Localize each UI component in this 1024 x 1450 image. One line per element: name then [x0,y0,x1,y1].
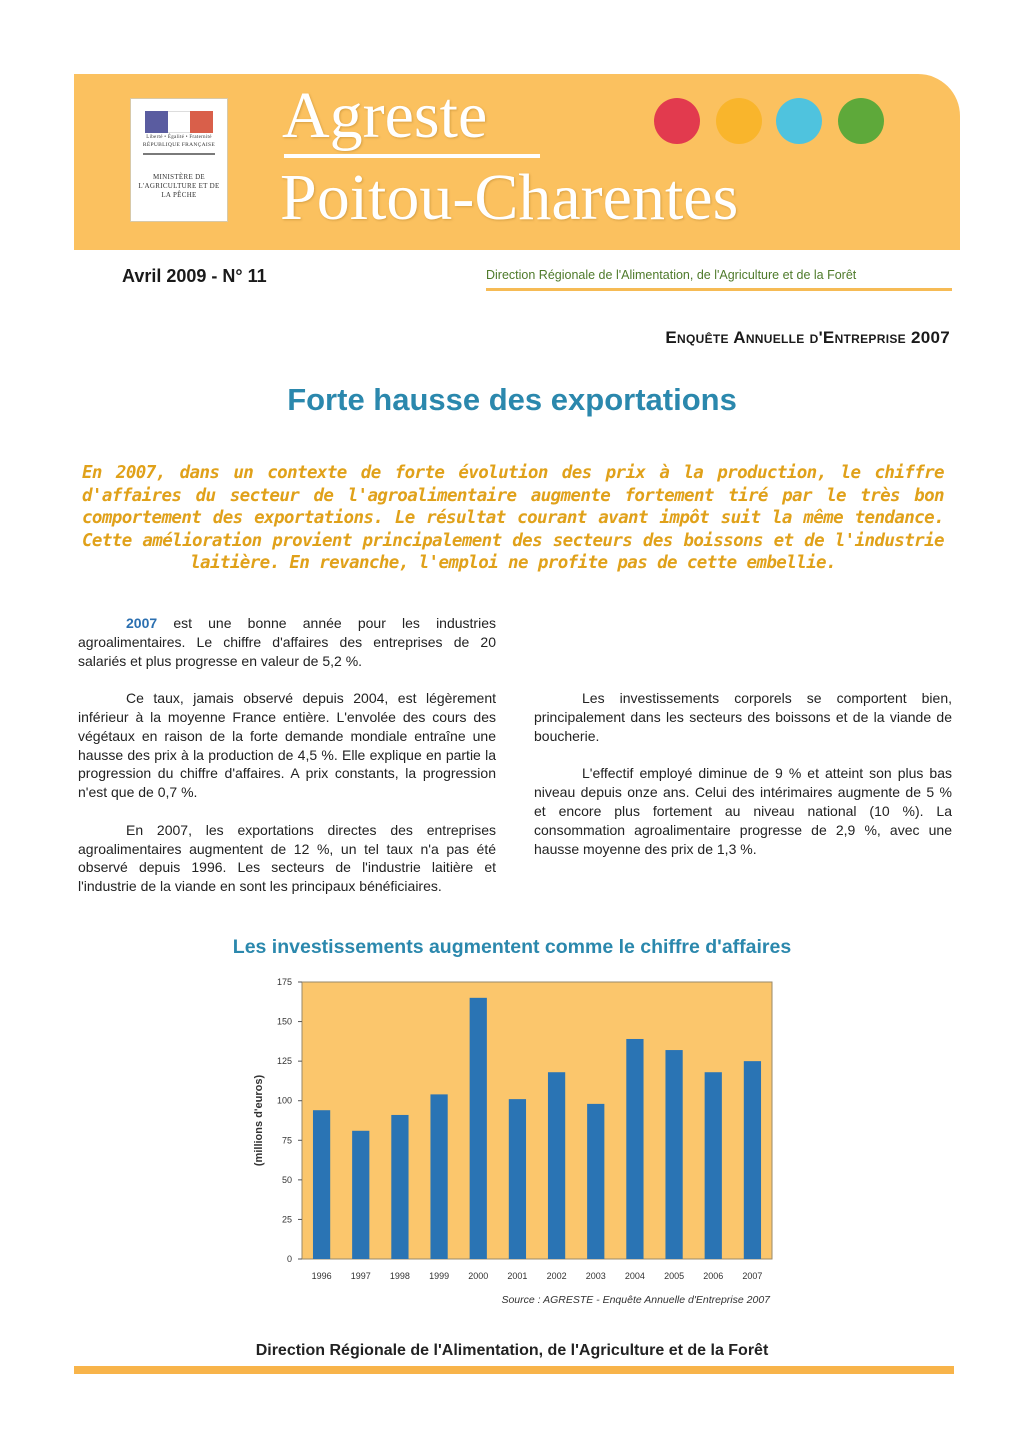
y-axis-label: (millions d'euros) [253,1074,265,1167]
highlight-year: 2007 [126,615,158,631]
logo-divider [143,153,215,155]
paragraph-5: L'effectif employé diminue de 9 % et atteint son plus bas niveau depuis onze ans. Celui des intérimaires augmente de 5 % et encore plus fortement au niveau national (10 %). La consommation agroalimentaire progresse de 2,9 %, avec une hausse moyenne des prix de 1,3 %. [534,765,952,857]
x-tick-label: 2007 [742,1271,763,1281]
bar-2004 [626,1039,643,1259]
brand-region: Poitou-Charentes [280,161,739,234]
bar-2007 [744,1061,761,1259]
flag-icon [145,111,213,133]
y-tick-label: 150 [276,1016,292,1027]
x-tick-label: 1996 [311,1271,332,1281]
footer-line [74,1366,954,1374]
x-tick-label: 2002 [546,1271,567,1281]
plot-area [302,982,772,1259]
header-banner [74,74,960,250]
investment-bar-chart [240,970,800,1290]
x-tick-label: 2006 [703,1271,724,1281]
chart-source: Source : AGRESTE - Enquête Annuelle d'Entreprise 2007 [501,1294,770,1306]
body-column-left [78,614,496,915]
lead-paragraph: En 2007, dans un contexte de forte évolution des prix à la production, le chiffre d'affaires du secteur de l'agroalimentaire augmente fortement tiré par le très bon comportement des exportations. Le résultat courant avant impôt suit la même tendance. Cette amélioration provient principalement des secteurs des boissons et de l'industrie laitière. En revanche, l'emploi ne profite pas de cette embellie. [82,463,944,574]
x-tick-label: 1997 [350,1271,371,1281]
bar-1996 [313,1110,330,1259]
issue-number: Avril 2009 - N° 11 [122,266,267,286]
y-tick-label: 125 [276,1056,292,1067]
paragraph-2: Ce taux, jamais observé depuis 2004, est légèrement inférieur à la moyenne France entière. L'envolée des cours des végétaux en raison de la forte demande mondiale entraîne une hausse des prix à la production de 4,5 %. Elle explique en partie la progression du chiffre d'affaires. A prix constants, la progression n'est que de 0,7 %. [78,690,496,801]
logo-motto: Liberté • Égalité • Fraternité [146,135,212,140]
red-dot-icon [654,98,700,144]
bar-1997 [352,1131,369,1259]
bar-1999 [430,1094,447,1259]
bar-2000 [470,998,487,1259]
x-tick-label: 2000 [468,1271,489,1281]
bar-2006 [705,1072,722,1259]
ministry-line: Direction Régionale de l'Alimentation, de l'Agriculture et de la Forêt [486,268,857,282]
footer-ministry: Direction Régionale de l'Alimentation, de l'Agriculture et de la Forêt [255,1342,769,1359]
page-title: Forte hausse des exportations [287,382,737,417]
x-tick-label: 2005 [664,1271,685,1281]
chart-title: Les investissements augmentent comme le chiffre d'affaires [232,936,792,958]
yellow-dot-icon [716,98,762,144]
paragraph-4: Les investissements corporels se comportent bien, principalement dans les secteurs des boissons et de la viande de boucherie. [534,690,952,744]
cyan-dot-icon [776,98,822,144]
x-tick-label: 2003 [585,1271,606,1281]
survey-title: Enquête Annuelle d'Entreprise 2007 [665,328,950,347]
bar-1998 [391,1115,408,1259]
bar-2003 [587,1104,604,1259]
x-tick-label: 2004 [624,1271,645,1281]
bar-2005 [665,1050,682,1259]
x-tick-label: 2001 [507,1271,528,1281]
paragraph-1-text: est une bonne année pour les industries agroalimentaires. Le chiffre d'affaires des entreprises de 20 salariés et plus progresse en valeur de 5,2 %. [78,615,496,669]
paragraph-1 [78,614,496,670]
y-tick-label: 0 [286,1254,292,1264]
bar-2002 [548,1072,565,1259]
column-spacer [534,614,952,670]
y-tick-label: 25 [281,1214,292,1225]
brand-agreste: Agreste [282,79,488,152]
logo-ministry: MINISTÈRE DE L'AGRICULTURE ET DE LA PÊCHE [138,173,220,199]
bar-2001 [509,1099,526,1259]
y-tick-label: 75 [281,1135,292,1146]
paragraph-3: En 2007, les exportations directes des entreprises agroalimentaires augmentent de 12 %, un tel taux n'a pas été observé depuis 1996. Les secteurs de l'industrie laitière et l'industrie de la viande en sont les principaux bénéficiaires. [78,821,496,895]
logo-republic: RÉPUBLIQUE FRANÇAISE [142,142,216,148]
y-tick-label: 100 [276,1095,292,1106]
ministry-logo [130,98,228,222]
y-tick-label: 50 [281,1174,292,1185]
x-tick-label: 1999 [429,1271,450,1281]
brand-underline [284,154,540,158]
y-tick-label: 175 [276,977,292,987]
body-column-right [534,614,952,877]
ministry-underline [486,288,952,291]
green-dot-icon [838,98,884,144]
x-tick-label: 1998 [389,1271,410,1281]
